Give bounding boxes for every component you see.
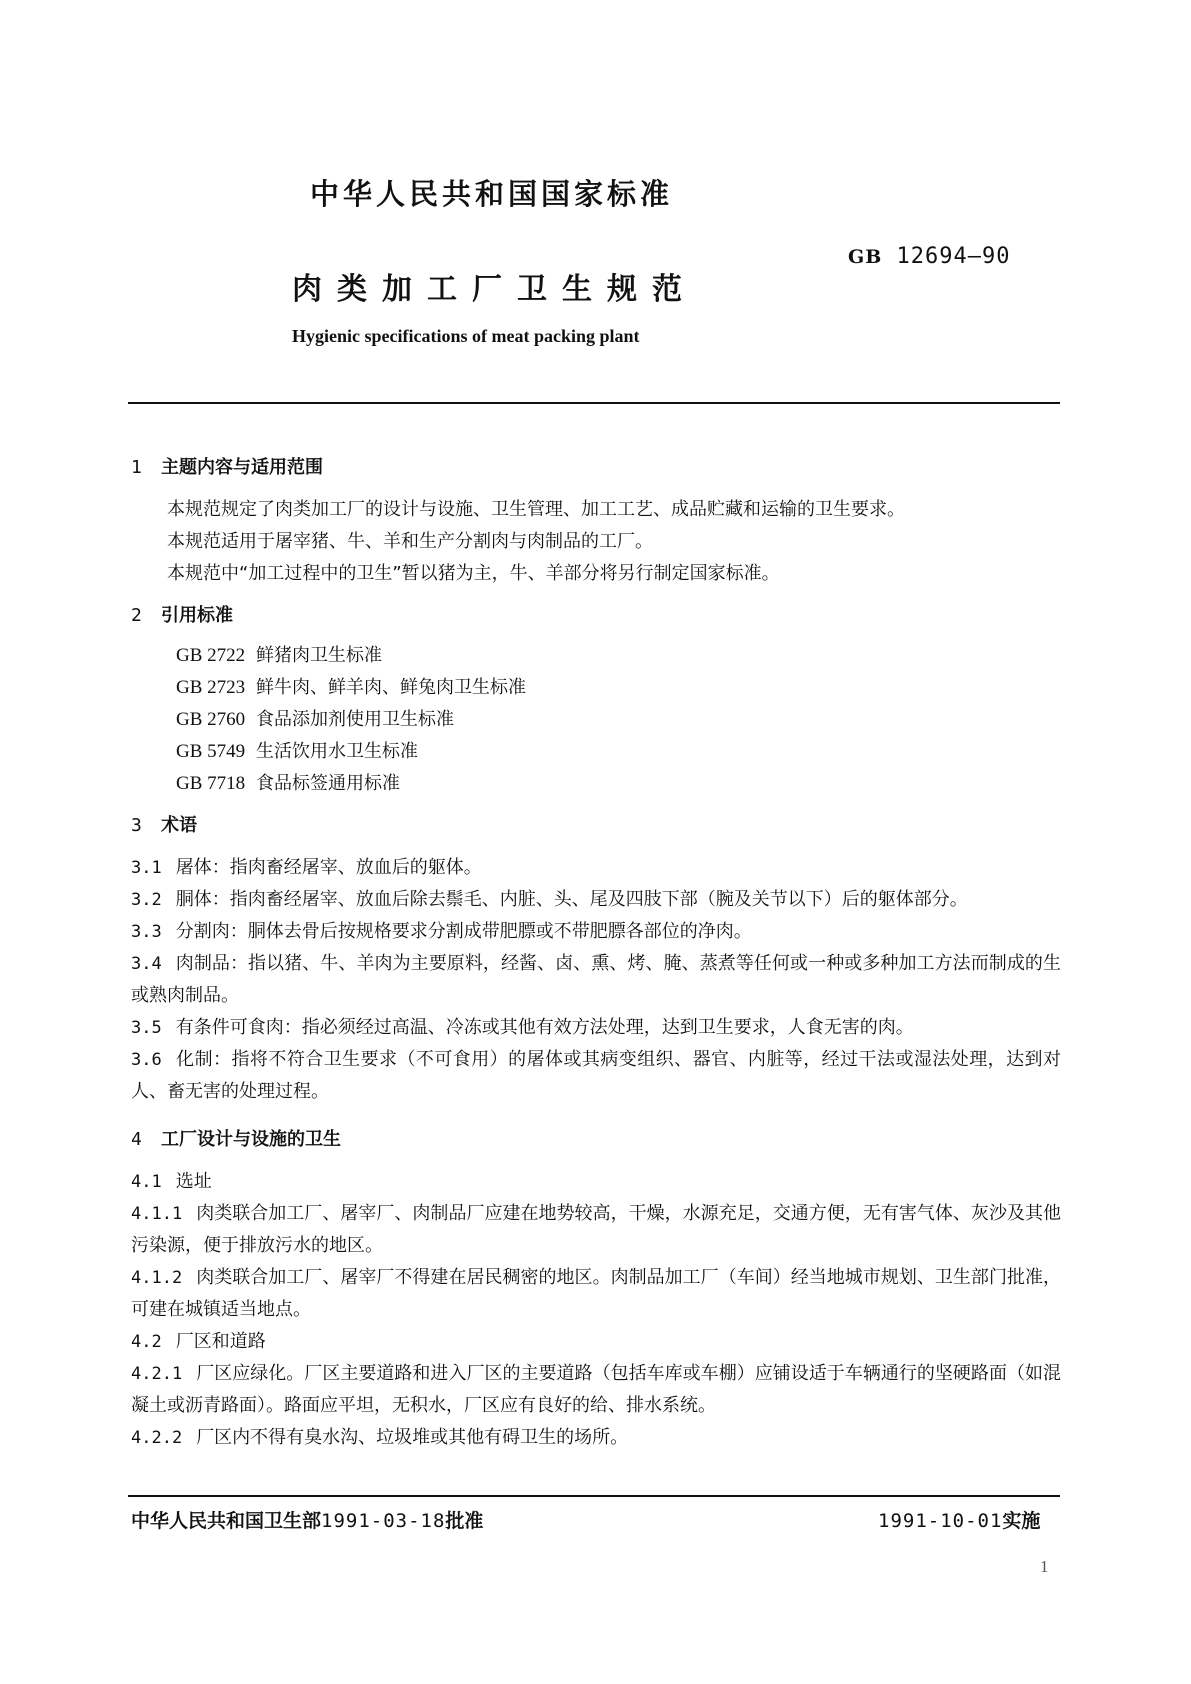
reference-list <box>131 640 1061 800</box>
section-title: 术语 <box>161 815 197 836</box>
reference-name: 生活饮用水卫生标准 <box>256 741 418 762</box>
clause <box>131 1012 1061 1044</box>
paragraph: 本规范适用于屠宰猪、牛、羊和生产分割肉与肉制品的工厂。 <box>167 531 653 552</box>
clause-text: 厂区内不得有臭水沟、垃圾堆或其他有碍卫生的场所。 <box>196 1427 629 1448</box>
clause <box>131 852 1061 884</box>
footer-divider <box>128 1495 1060 1497</box>
clause-text: 胴体：指肉畜经屠宰、放血后除去鬃毛、内脏、头、尾及四肢下部（腕及关节以下）后的躯体部分。 <box>175 889 968 910</box>
reference-item <box>176 640 1061 672</box>
clause <box>131 1358 1061 1422</box>
issuing-authority: 中华人民共和国国家标准 <box>310 177 674 211</box>
section-number: 3 <box>131 815 142 836</box>
section-title: 主题内容与适用范围 <box>161 457 323 478</box>
reference-name: 鲜猪肉卫生标准 <box>256 645 382 666</box>
document-title-en: Hygienic specifications of meat packing plant <box>292 326 640 346</box>
clause-text: 有条件可食肉：指必须经过高温、冷冻或其他有效方法处理，达到卫生要求，人食无害的肉。 <box>175 1017 914 1038</box>
paragraph: 本规范中“加工过程中的卫生”暂以猪为主，牛、羊部分将另行制定国家标准。 <box>167 563 780 584</box>
section-title: 引用标准 <box>161 605 233 626</box>
clause-number: 4.2.1 <box>131 1364 183 1384</box>
clause-number: 3.3 <box>131 922 162 942</box>
clause-text: 屠体：指肉畜经屠宰、放血后的躯体。 <box>175 857 482 878</box>
reference-code: GB 7718 <box>176 773 246 794</box>
reference-code: GB 2760 <box>176 709 246 730</box>
standard-prefix: GB <box>848 246 883 268</box>
section-number: 1 <box>131 457 142 478</box>
reference-item <box>176 672 1061 704</box>
clause <box>131 1326 1061 1358</box>
clause-text: 厂区和道路 <box>175 1331 266 1352</box>
clause <box>131 884 1061 916</box>
clause-number: 4.2 <box>131 1332 162 1352</box>
reference-code: GB 2722 <box>176 645 246 666</box>
clause-text: 厂区应绿化。厂区主要道路和进入厂区的主要道路（包括车库或车棚）应铺设适于车辆通行的坚硬路面（如混凝土或沥青路面）。路面应平坦，无积水，厂区应有良好的给、排水系统。 <box>131 1363 1061 1416</box>
clause-text: 肉类联合加工厂、屠宰厂不得建在居民稠密的地区。肉制品加工厂（车间）经当地城市规划、卫生部门批准，可建在城镇适当地点。 <box>131 1267 1061 1320</box>
clause <box>131 1166 1061 1198</box>
section-number: 2 <box>131 605 142 626</box>
reference-item <box>176 704 1061 736</box>
page-number: 1 <box>1040 1557 1049 1576</box>
effective-line <box>878 1506 1040 1533</box>
effective-label: 实施 <box>1002 1510 1041 1532</box>
reference-code: GB 2723 <box>176 677 246 698</box>
approval-label: 批准 <box>445 1510 484 1532</box>
clause <box>131 1198 1061 1262</box>
clause <box>131 916 1061 948</box>
document-body <box>131 452 1061 1454</box>
reference-name: 食品添加剂使用卫生标准 <box>256 709 454 730</box>
clause <box>131 1422 1061 1454</box>
clause-number: 3.6 <box>131 1050 162 1070</box>
clause-number: 4.2.2 <box>131 1428 183 1448</box>
paragraph: 本规范规定了肉类加工厂的设计与设施、卫生管理、加工工艺、成品贮藏和运输的卫生要求。 <box>167 499 905 520</box>
clause <box>131 1262 1061 1326</box>
approval-org: 中华人民共和国卫生部 <box>131 1510 322 1532</box>
clause <box>131 1044 1061 1108</box>
clause-number: 4.1.1 <box>131 1204 183 1224</box>
clause-number: 3.5 <box>131 1018 162 1038</box>
reference-code: GB 5749 <box>176 741 246 762</box>
clause-text: 肉类联合加工厂、屠宰厂、肉制品厂应建在地势较高，干燥，水源充足，交通方便，无有害气体、灰沙及其他污染源，便于排放污水的地区。 <box>131 1203 1061 1256</box>
standard-code <box>848 244 1011 269</box>
clause-text: 选址 <box>175 1171 212 1192</box>
section-heading <box>131 452 1061 484</box>
clause-text: 化制：指将不符合卫生要求（不可食用）的屠体或其病变组织、器官、内脏等，经过干法或湿法处理，达到对人、畜无害的处理过程。 <box>131 1049 1061 1102</box>
clause-number: 4.1 <box>131 1172 162 1192</box>
reference-item <box>176 736 1061 768</box>
section-heading <box>131 810 1061 842</box>
section-heading <box>131 1124 1061 1156</box>
section-number: 4 <box>131 1129 142 1150</box>
clause-number: 3.1 <box>131 858 162 878</box>
clause-number: 3.2 <box>131 890 162 910</box>
section-title: 工厂设计与设施的卫生 <box>161 1129 341 1150</box>
approval-date: 1991-03-18 <box>321 1510 446 1532</box>
clause <box>131 948 1061 1012</box>
document-title-cn: 肉类加工厂卫生规范 <box>292 272 697 307</box>
clause-number: 4.1.2 <box>131 1268 183 1288</box>
section-heading <box>131 600 1061 632</box>
standard-number: 12694—90 <box>896 244 1011 269</box>
clause-text: 分割肉：胴体去骨后按规格要求分割成带肥膘或不带肥膘各部位的净肉。 <box>175 921 752 942</box>
approval-line <box>131 1506 483 1533</box>
effective-date: 1991-10-01 <box>878 1510 1003 1532</box>
reference-name: 食品标签通用标准 <box>256 773 400 794</box>
header-divider <box>128 402 1060 404</box>
clause-number: 3.4 <box>131 954 162 974</box>
reference-name: 鲜牛肉、鲜羊肉、鲜兔肉卫生标准 <box>256 677 526 698</box>
reference-item <box>176 768 1061 800</box>
clause-text: 肉制品：指以猪、牛、羊肉为主要原料，经酱、卤、熏、烤、腌、蒸煮等任何或一种或多种加工方法而制成的生或熟肉制品。 <box>131 953 1061 1006</box>
